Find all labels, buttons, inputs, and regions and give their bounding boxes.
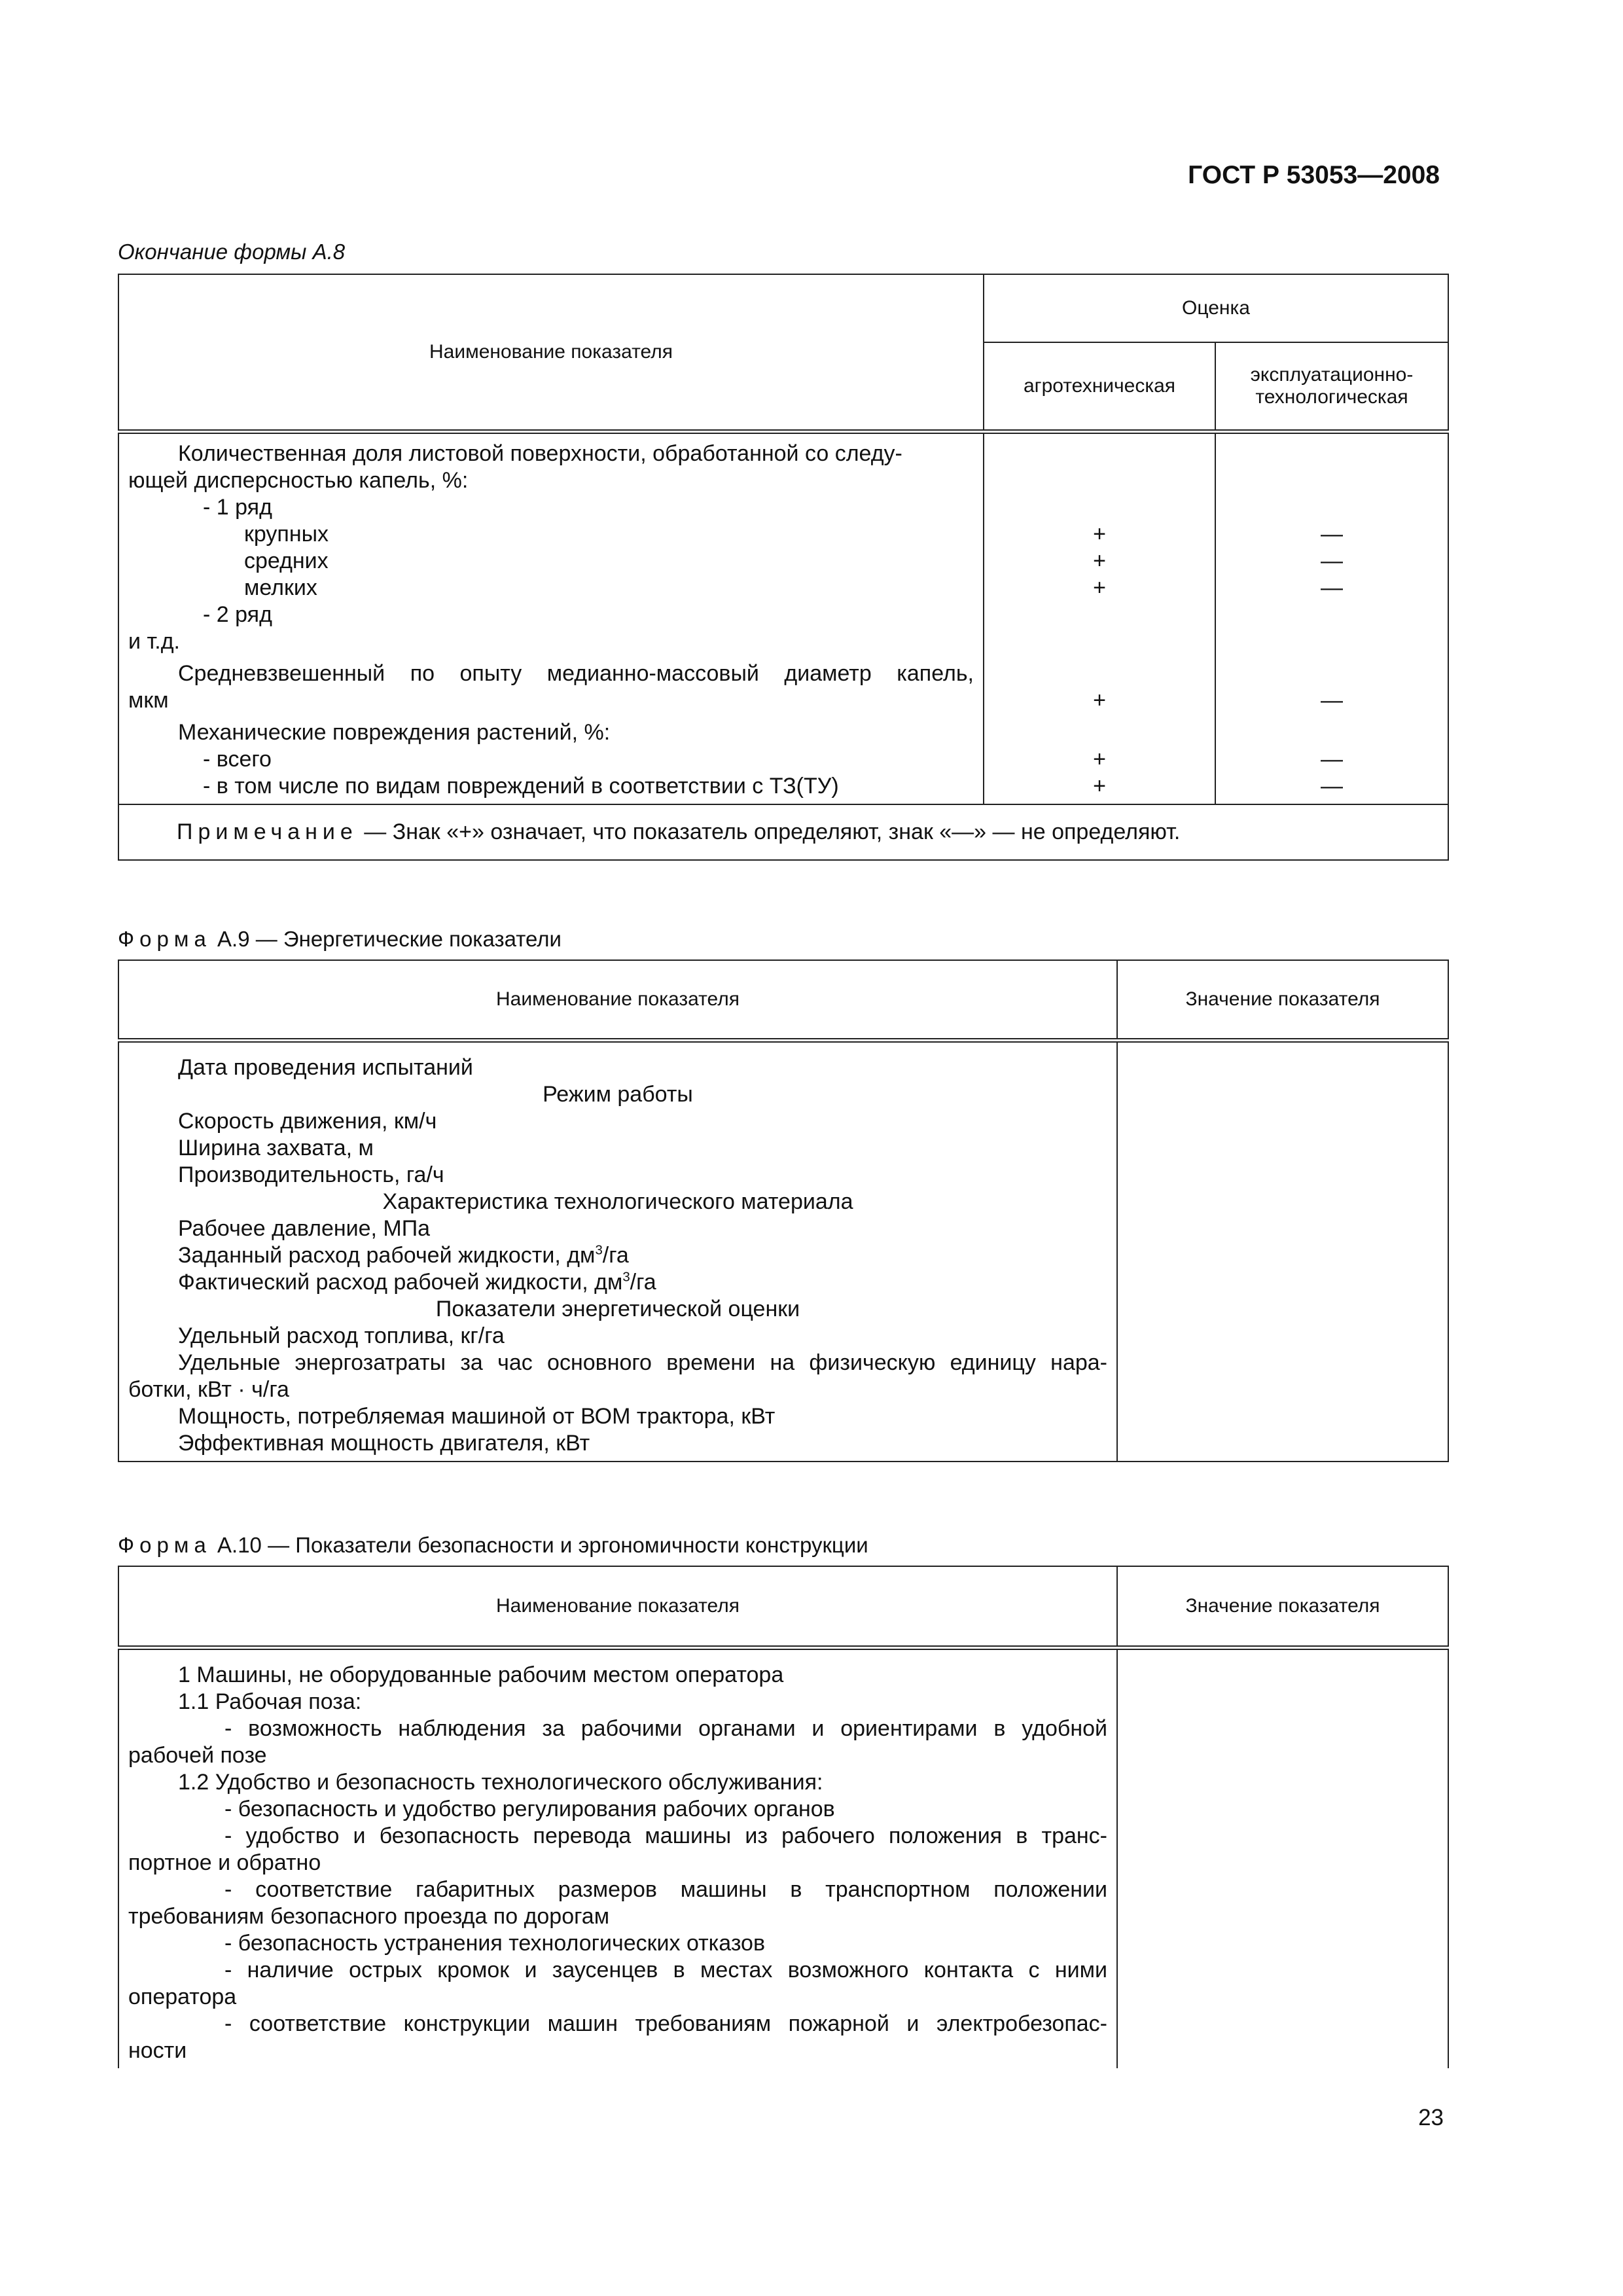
standard-header: ГОСТ Р 53053—2008 [1188,161,1440,189]
a9-line: Удельный расход топлива, кг/га [178,1323,505,1348]
a8-agro-mark: + [1093,687,1106,713]
a8-head-assessment: Оценка [984,274,1448,342]
a10-line: - наличие острых кромок и заусенцев в местах возможного контакта с ними [224,1957,1107,1982]
a10-line: оператора [128,1984,237,2009]
a8-note-text: — Знак «+» означает, что показатель определяют, знак «—» — не определяют. [357,819,1181,844]
a8-indicators-cell [118,431,984,804]
a8-row-text: - всего [203,746,272,772]
a10-caption-label: Форма [118,1533,211,1557]
a9-unit-suffix: /га [630,1269,656,1295]
a8-agro-mark: + [1093,575,1106,600]
a8-agro-mark: + [1093,746,1106,772]
a9-value-cell [1117,1040,1448,1462]
a9-line [128,1269,1107,1296]
a10-indicators-cell [118,1647,1117,2068]
a8-agro-mark [984,494,1215,521]
a10-line: портное и обратно [128,1850,321,1875]
a10-line: - соответствие габаритных размеров машины в транспортном положении [224,1876,1107,1902]
a8-expl-mark: — [1321,521,1343,547]
a9-line: Ширина захвата, м [178,1135,374,1160]
form-a8-table [118,274,1449,861]
a9-line: Эффективная мощность двигателя, кВт [178,1430,590,1456]
form-a10-caption [118,1533,868,1558]
a9-unit-sup: 3 [595,1243,603,1258]
a8-expl-mark: — [1321,746,1343,772]
form-a9-table [118,960,1449,1462]
a9-line: Рабочее давление, МПа [178,1215,431,1241]
a9-head-indicator: Наименование показателя [118,960,1117,1040]
a8-row-text: - 1 ряд [203,494,272,520]
a10-line: - безопасность и удобство регулирования рабочих органов [224,1796,835,1821]
a9-line: Удельные энергозатраты за час основного времени на физическую единицу нара- [178,1350,1107,1375]
a8-row-text: мкм [128,687,169,713]
a9-section-title: Показатели энергетической оценки [435,1296,800,1321]
a10-line: - возможность наблюдения за рабочими органами и ориентирами в удобной [224,1715,1107,1741]
a8-agro-mark [984,440,1215,467]
a8-expl-cell [1215,431,1448,804]
a8-expl-mark: — [1321,575,1343,600]
a8-head-agro: агротехническая [984,342,1215,431]
a9-caption-text: А.9 — Энергетические показатели [211,927,562,951]
a10-caption-text: А.10 — Показатели безопасности и эргономичности конструкции [211,1533,868,1557]
a9-line: Дата проведения испытаний [178,1054,473,1080]
a8-agro-mark [984,628,1215,655]
a8-head-expl-line2: технологическая [1255,386,1408,408]
a8-agro-mark [984,601,1215,628]
a10-line: ности [128,2037,187,2063]
a8-row-text: мелких [244,575,317,600]
a8-row-text: Механические повреждения растений, %: [178,719,611,745]
a9-line: Мощность, потребляемая машиной от ВОМ трактора, кВт [178,1403,776,1429]
a8-expl-mark [1216,660,1448,687]
a8-row-text: Средневзвешенный по опыту медианно-массовый диаметр капель, [178,660,974,686]
a10-line: 1.1 Рабочая поза: [178,1689,362,1714]
a10-head-indicator: Наименование показателя [118,1566,1117,1647]
a10-line: рабочей позе [128,1742,267,1768]
a10-line: - соответствие конструкции машин требованиям пожарной и электробезопас- [224,2011,1107,2036]
a8-expl-mark [1216,719,1448,746]
a8-row-text: средних [244,548,329,573]
a8-head-expl [1215,342,1448,431]
a8-expl-mark: — [1321,548,1343,573]
a8-note-label: Примечание [177,819,358,844]
a8-agro-mark [984,467,1215,494]
a10-line: требованиям безопасного проезда по дорогам [128,1903,610,1929]
a8-expl-mark [1216,628,1448,655]
a8-expl-mark: — [1321,773,1343,798]
a8-head-expl-line1: эксплуатационно- [1250,363,1414,386]
a8-expl-mark [1216,440,1448,467]
a9-line: Производительность, га/ч [178,1162,444,1187]
a10-line: 1 Машины, не оборудованные рабочим местом оператора [178,1662,784,1687]
a9-line: ботки, кВт · ч/га [128,1376,289,1402]
a9-line-text: Заданный расход рабочей жидкости, дм [178,1242,596,1268]
a9-line: Скорость движения, км/ч [178,1108,437,1134]
a8-agro-cell [984,431,1215,804]
a8-expl-mark: — [1321,687,1343,713]
a8-row-text: - в том числе по видам повреждений в соответствии с ТЗ(ТУ) [203,773,839,798]
a9-head-value: Значение показателя [1117,960,1448,1040]
a8-expl-mark [1216,494,1448,521]
a8-row-text: Количественная доля листовой поверхности, обработанной со следу- [178,440,902,466]
a8-agro-mark: + [1093,521,1106,547]
a8-row-text: крупных [244,521,329,547]
a9-unit-suffix: /га [602,1242,629,1268]
a9-indicators-cell [118,1040,1117,1462]
a9-caption-label: Форма [118,927,211,951]
a8-row-text: ющей дисперсностью капель, %: [128,467,469,493]
a8-agro-mark: + [1093,773,1106,798]
a9-unit-sup: 3 [622,1270,630,1285]
a9-line-text: Фактический расход рабочей жидкости, дм [178,1269,623,1295]
a9-line [128,1242,1107,1269]
a8-expl-mark [1216,601,1448,628]
a8-agro-mark [984,719,1215,746]
form-a10-table [118,1566,1449,2068]
a8-agro-mark: + [1093,548,1106,573]
page-number: 23 [1418,2105,1444,2130]
a10-line: 1.2 Удобство и безопасность технологического обслуживания: [178,1769,823,1795]
a8-row-text: - 2 ряд [203,601,272,627]
a8-agro-mark [984,660,1215,687]
a8-head-indicator: Наименование показателя [118,274,984,431]
a8-note [118,804,1448,860]
form-a9-caption [118,927,562,952]
a9-section-title: Характеристика технологического материала [382,1189,853,1214]
a8-expl-mark [1216,467,1448,494]
form-a8-caption: Окончание формы А.8 [118,240,346,264]
a10-line: - удобство и безопасность перевода машины из рабочего положения в транс- [224,1823,1107,1848]
a10-value-cell [1117,1647,1448,2068]
a8-row-text: и т.д. [128,628,180,654]
a9-section-title: Режим работы [543,1081,693,1107]
a10-line: - безопасность устранения технологических отказов [224,1930,766,1956]
a10-head-value: Значение показателя [1117,1566,1448,1647]
